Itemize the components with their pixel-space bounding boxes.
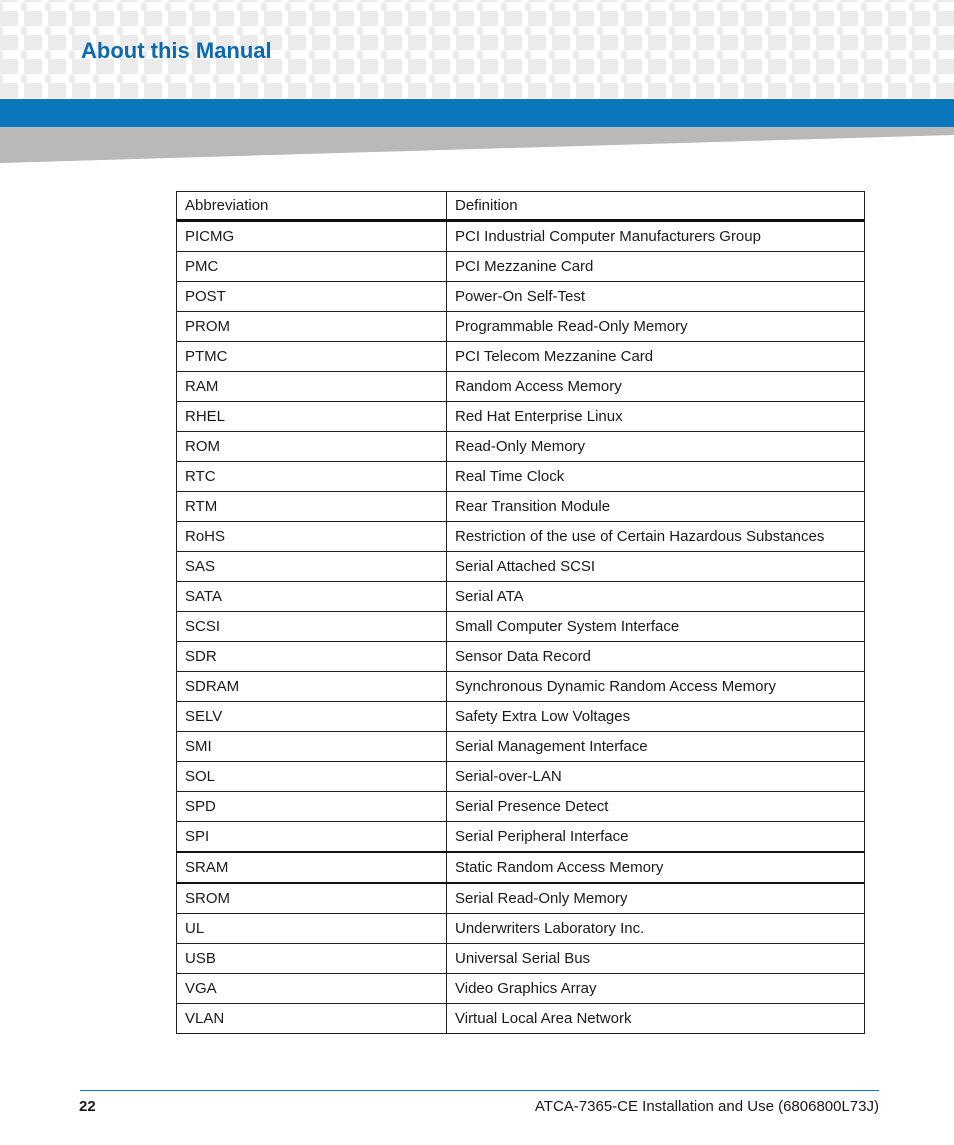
abbreviation-cell: SDR bbox=[177, 642, 447, 672]
definition-cell: Serial Peripheral Interface bbox=[447, 822, 865, 853]
definition-cell: Restriction of the use of Certain Hazardous Substances bbox=[447, 522, 865, 552]
abbreviation-cell: RAM bbox=[177, 372, 447, 402]
definition-cell: PCI Mezzanine Card bbox=[447, 252, 865, 282]
definition-cell: Serial Read-Only Memory bbox=[447, 883, 865, 914]
table-row bbox=[177, 582, 865, 612]
definition-cell: Underwriters Laboratory Inc. bbox=[447, 914, 865, 944]
abbreviation-cell: SATA bbox=[177, 582, 447, 612]
document-reference: ATCA-7365-CE Installation and Use (6806800L73J) bbox=[534, 1098, 879, 1115]
abbreviation-cell: SMI bbox=[177, 732, 447, 762]
table-row bbox=[177, 312, 865, 342]
definition-cell: Sensor Data Record bbox=[447, 642, 865, 672]
abbreviation-cell: PMC bbox=[177, 252, 447, 282]
column-header-abbreviation: Abbreviation bbox=[177, 192, 447, 221]
definition-cell: Synchronous Dynamic Random Access Memory bbox=[447, 672, 865, 702]
table-row bbox=[177, 1004, 865, 1034]
definition-cell: Serial Attached SCSI bbox=[447, 552, 865, 582]
table-row bbox=[177, 974, 865, 1004]
table-row bbox=[177, 282, 865, 312]
table-row bbox=[177, 221, 865, 252]
table-row bbox=[177, 822, 865, 853]
abbreviation-cell: SPI bbox=[177, 822, 447, 853]
table-row bbox=[177, 492, 865, 522]
table-row bbox=[177, 762, 865, 792]
table-row bbox=[177, 462, 865, 492]
table-row bbox=[177, 792, 865, 822]
abbreviation-cell: PICMG bbox=[177, 221, 447, 252]
table-row bbox=[177, 883, 865, 914]
abbreviation-cell: RHEL bbox=[177, 402, 447, 432]
abbreviation-cell: ROM bbox=[177, 432, 447, 462]
table-row bbox=[177, 342, 865, 372]
definition-cell: Static Random Access Memory bbox=[447, 852, 865, 883]
definition-cell: PCI Telecom Mezzanine Card bbox=[447, 342, 865, 372]
definition-cell: PCI Industrial Computer Manufacturers Group bbox=[447, 221, 865, 252]
definition-cell: Real Time Clock bbox=[447, 462, 865, 492]
table-row bbox=[177, 612, 865, 642]
abbreviation-cell: RTM bbox=[177, 492, 447, 522]
abbreviation-cell: VLAN bbox=[177, 1004, 447, 1034]
abbreviation-cell: PROM bbox=[177, 312, 447, 342]
definition-cell: Universal Serial Bus bbox=[447, 944, 865, 974]
abbreviation-cell: UL bbox=[177, 914, 447, 944]
table-row bbox=[177, 432, 865, 462]
abbreviation-cell: SELV bbox=[177, 702, 447, 732]
definition-cell: Rear Transition Module bbox=[447, 492, 865, 522]
table-row bbox=[177, 372, 865, 402]
column-header-definition: Definition bbox=[447, 192, 865, 221]
table-row bbox=[177, 944, 865, 974]
table-header-row bbox=[177, 192, 865, 221]
definition-cell: Red Hat Enterprise Linux bbox=[447, 402, 865, 432]
abbreviation-cell: SOL bbox=[177, 762, 447, 792]
footer-divider bbox=[80, 1090, 879, 1091]
abbreviation-cell: USB bbox=[177, 944, 447, 974]
definition-cell: Safety Extra Low Voltages bbox=[447, 702, 865, 732]
definition-cell: Serial-over-LAN bbox=[447, 762, 865, 792]
table-row bbox=[177, 914, 865, 944]
page-title: About this Manual bbox=[81, 38, 272, 63]
table-row bbox=[177, 252, 865, 282]
page-number: 22 bbox=[79, 1098, 96, 1115]
table-row bbox=[177, 402, 865, 432]
header-gray-wedge bbox=[0, 127, 954, 163]
definition-cell: Serial ATA bbox=[447, 582, 865, 612]
abbreviation-table bbox=[176, 191, 865, 1034]
table-row bbox=[177, 552, 865, 582]
definition-cell: Programmable Read-Only Memory bbox=[447, 312, 865, 342]
definition-cell: Serial Management Interface bbox=[447, 732, 865, 762]
abbreviation-cell: SAS bbox=[177, 552, 447, 582]
definition-cell: Random Access Memory bbox=[447, 372, 865, 402]
table-row bbox=[177, 672, 865, 702]
abbreviation-cell: RoHS bbox=[177, 522, 447, 552]
table-row bbox=[177, 732, 865, 762]
table-row bbox=[177, 522, 865, 552]
definition-cell: Read-Only Memory bbox=[447, 432, 865, 462]
definition-cell: Power-On Self-Test bbox=[447, 282, 865, 312]
definition-cell: Small Computer System Interface bbox=[447, 612, 865, 642]
definition-cell: Video Graphics Array bbox=[447, 974, 865, 1004]
abbreviation-cell: SCSI bbox=[177, 612, 447, 642]
abbreviation-cell: POST bbox=[177, 282, 447, 312]
abbreviation-cell: SROM bbox=[177, 883, 447, 914]
table-row bbox=[177, 852, 865, 883]
abbreviation-cell: SRAM bbox=[177, 852, 447, 883]
definition-cell: Virtual Local Area Network bbox=[447, 1004, 865, 1034]
abbreviation-cell: PTMC bbox=[177, 342, 447, 372]
table-body bbox=[177, 221, 865, 1034]
abbreviation-cell: SDRAM bbox=[177, 672, 447, 702]
abbreviation-cell: VGA bbox=[177, 974, 447, 1004]
header-blue-band bbox=[0, 99, 954, 127]
table-row bbox=[177, 642, 865, 672]
table-row bbox=[177, 702, 865, 732]
abbreviation-cell: RTC bbox=[177, 462, 447, 492]
definition-cell: Serial Presence Detect bbox=[447, 792, 865, 822]
abbreviation-cell: SPD bbox=[177, 792, 447, 822]
